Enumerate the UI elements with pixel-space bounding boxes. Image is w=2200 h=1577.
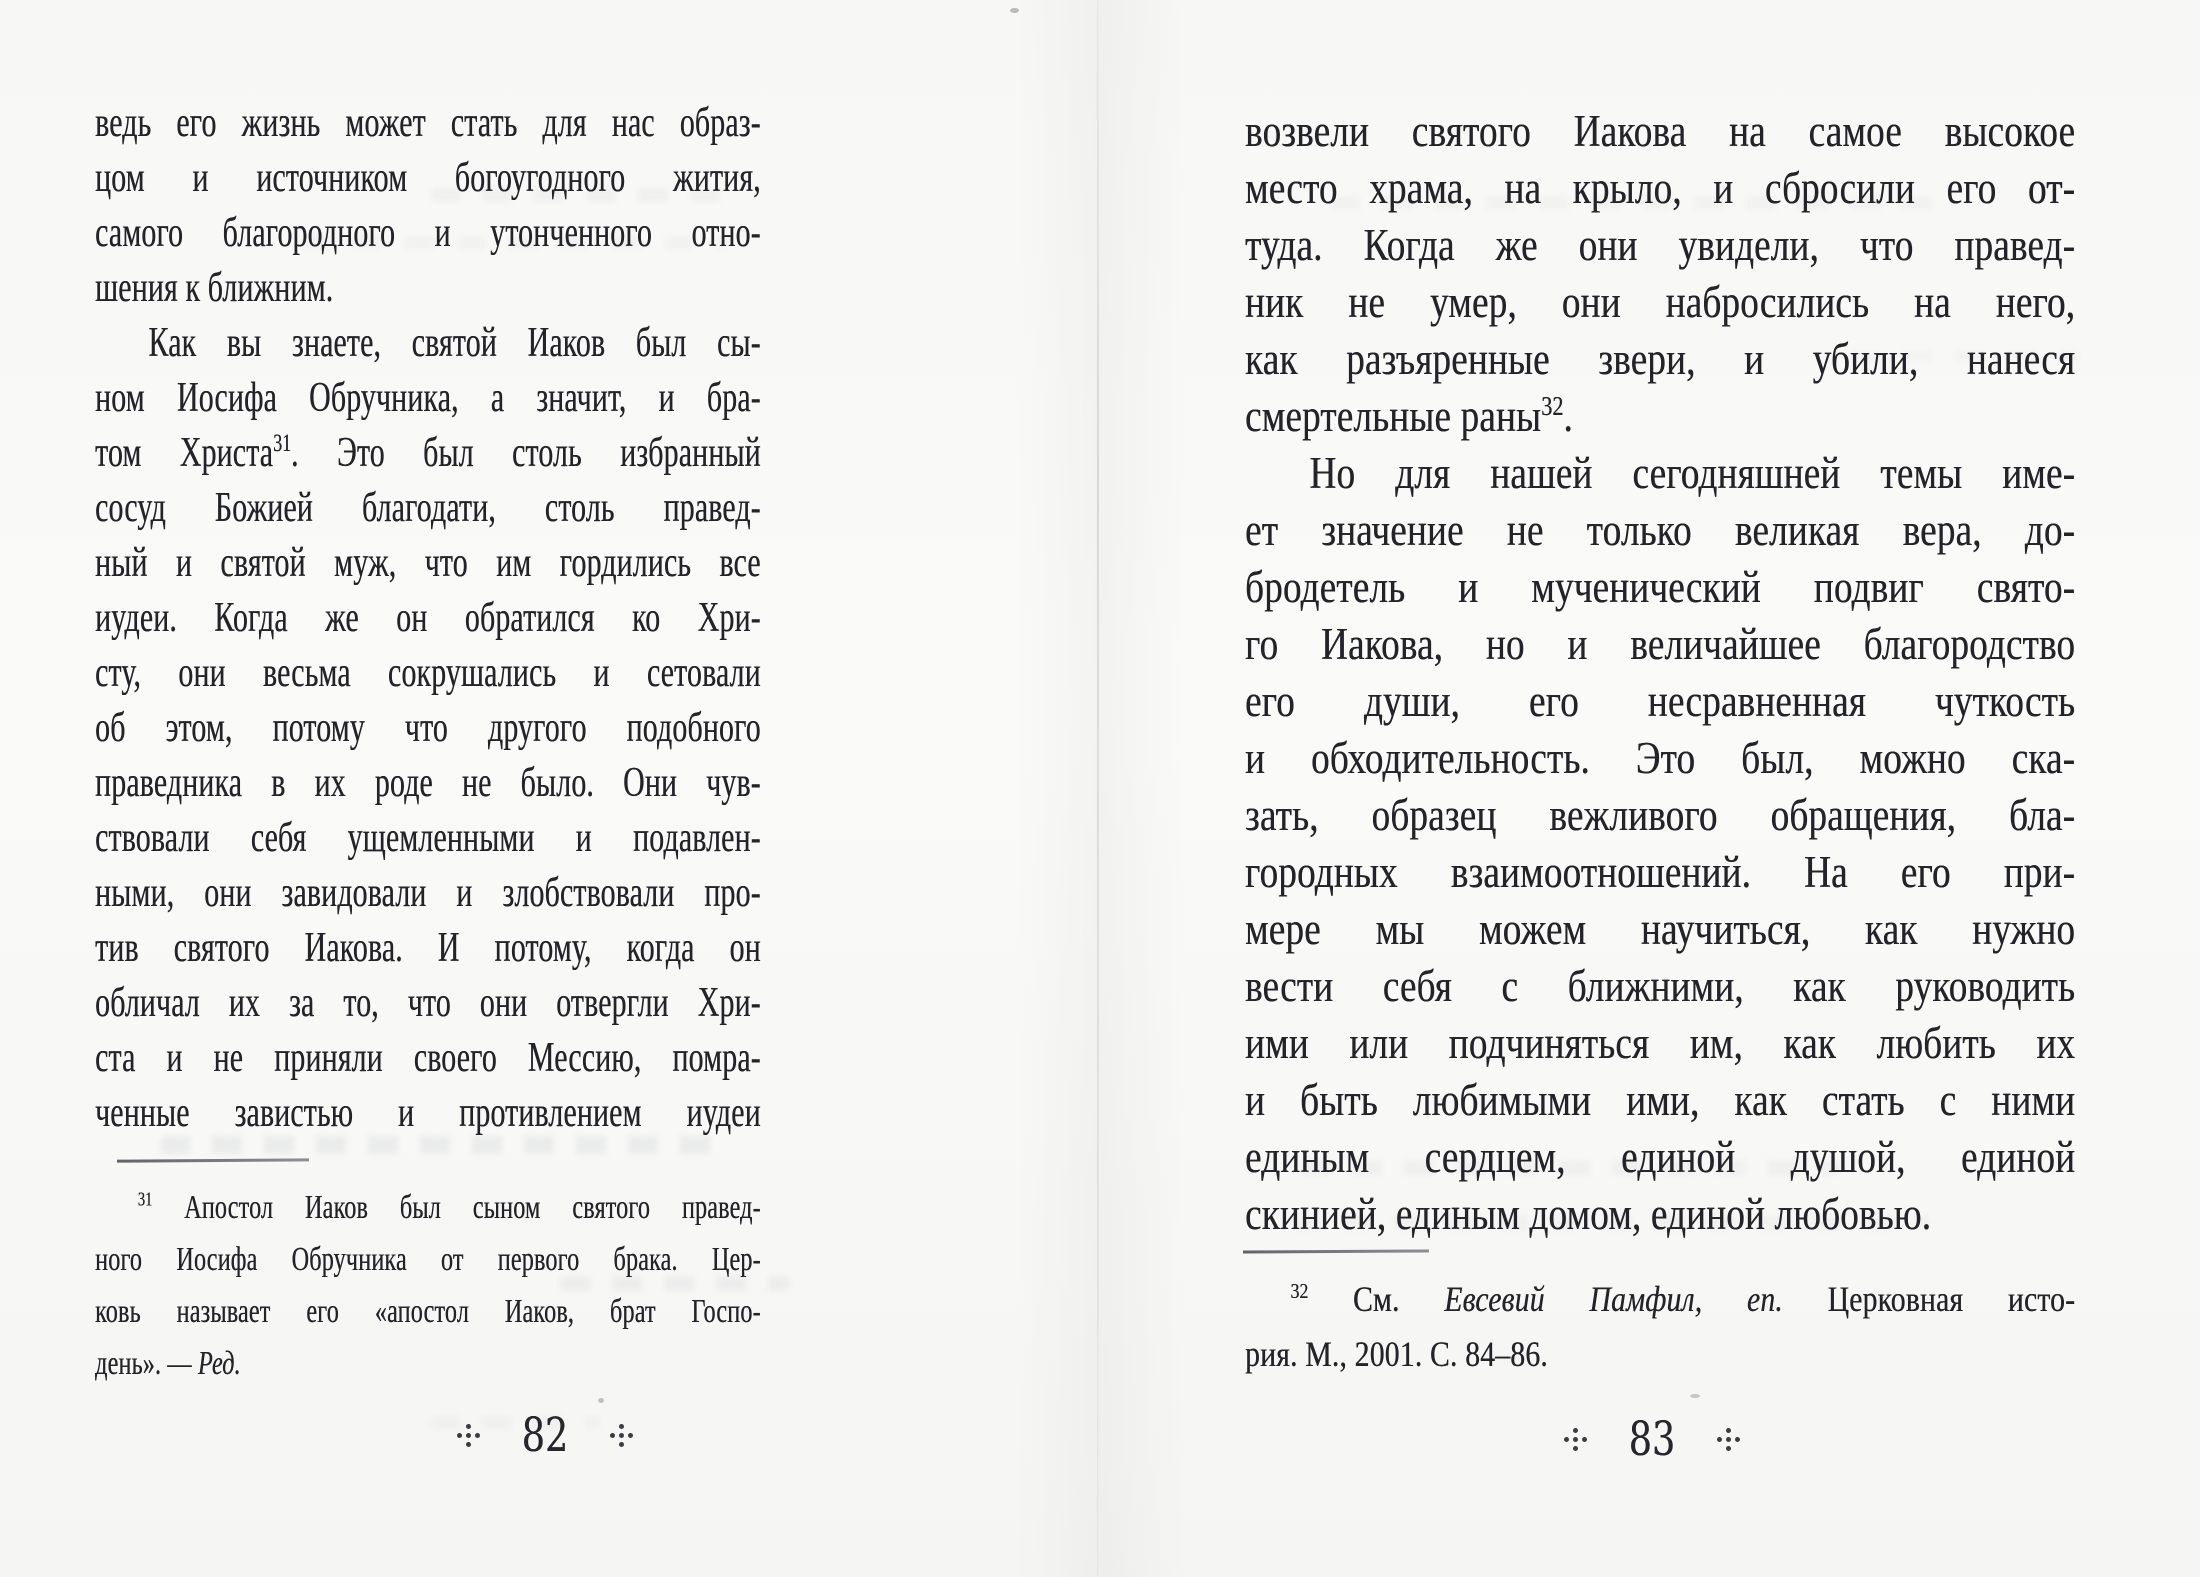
body-line: Как вы знаете, святой Иаков был сы- <box>148 320 761 366</box>
body-line: ченные завистью и противлением иудеи <box>95 1090 761 1136</box>
body-line: вести себя с ближними, как руководить <box>1245 961 2076 1011</box>
body-line: зать, образец вежливого обращения, бла- <box>1245 790 2076 840</box>
body-line: ет значение не только великая вера, до- <box>1245 505 2076 555</box>
footnote-line: ковь называет его «апостол Иаков, брат Госпо- <box>95 1293 761 1330</box>
body-text: . <box>1563 391 1573 441</box>
left-page-folio <box>450 1408 640 1463</box>
body-line: мере мы можем научиться, как нужно <box>1245 904 2076 954</box>
footnote-text: Церковная исто- <box>1782 1279 2076 1319</box>
body-line: праведника в их роде не было. Они чув- <box>95 760 761 806</box>
body-line: ствовали себя ущемленными и подавлен- <box>95 815 761 861</box>
body-line: место храма, на крыло, и сбросили его от- <box>1245 163 2076 213</box>
dotted-cross-icon <box>619 1433 624 1438</box>
body-line: Но для нашей сегодняшней темы име- <box>1309 448 2076 498</box>
body-line: его души, его несравненная чуткость <box>1245 676 2076 726</box>
body-line: туда. Когда же они увидели, что правед- <box>1245 220 2076 270</box>
body-line: возвели святого Иакова на самое высокое <box>1245 106 2076 156</box>
body-line: ста и не приняли своего Мессию, помра- <box>95 1035 761 1081</box>
gutter-shadow-right <box>1099 0 1189 1577</box>
body-line: ном Иосифа Обручника, а значит, и бра- <box>95 375 761 421</box>
footnote-line <box>95 1182 761 1234</box>
body-line: иудеи. Когда же он обратился ко Хри- <box>95 595 761 641</box>
footnote-line <box>1245 1272 2075 1327</box>
footnote-marker-32: 32 <box>1290 1279 1309 1303</box>
body-line: как разъяренные звери, и убили, нанеся <box>1245 334 2076 384</box>
body-line: сосуд Божией благодати, столь правед- <box>95 485 761 531</box>
gutter-fold-line <box>1097 0 1099 1577</box>
body-text: . Это был столь избранный <box>291 430 761 476</box>
body-line: единым сердцем, единой душой, единой <box>1245 1132 2076 1182</box>
footnote-line: ного Иосифа Обручника от первого брака. Цер- <box>95 1241 761 1278</box>
body-text: том Христа <box>95 430 274 476</box>
footnote-text: Апостол Иаков был сыном святого правед- <box>152 1189 761 1226</box>
body-line: сту, они весьма сокрушались и сетовали <box>95 650 761 696</box>
footnote-line: рия. М., 2001. С. 84–86. <box>1245 1334 1548 1374</box>
footnote-author: Евсевий Памфил, еп. <box>1444 1279 1783 1319</box>
right-page-body <box>1245 103 2075 1243</box>
footnote-line <box>95 1338 761 1390</box>
dotted-cross-icon <box>1726 1437 1731 1442</box>
body-line: го Иакова, но и величайшее благородство <box>1245 619 2076 669</box>
body-line: обличал их за то, что они отвергли Хри- <box>95 980 761 1026</box>
body-line: цом и источником богоугодного жития, <box>95 155 761 201</box>
body-line: бродетель и мученический подвиг свято- <box>1245 562 2076 612</box>
scan-speck <box>598 1398 604 1403</box>
body-line: городных взаимоотношений. На его при- <box>1245 847 2076 897</box>
page-number: 83 <box>1628 1412 1676 1467</box>
dotted-cross-icon <box>1573 1437 1578 1442</box>
footnote-text: день». — <box>95 1345 198 1382</box>
left-page-body <box>95 96 761 1141</box>
left-page-footnote <box>95 1182 761 1390</box>
page-number: 82 <box>521 1408 569 1463</box>
body-line: ник не умер, они набросились на него, <box>1245 277 2076 327</box>
gutter-shadow-left <box>1012 0 1098 1577</box>
footnote-marker-31: 31 <box>137 1188 153 1211</box>
body-line: самого благородного и утонченного отно- <box>95 210 761 256</box>
body-line: шения к ближним. <box>95 265 334 311</box>
dotted-cross-icon <box>466 1433 471 1438</box>
footnote-divider <box>1243 1250 1429 1254</box>
body-line: ими или подчиняться им, как любить их <box>1245 1018 2076 1068</box>
body-line: тив святого Иакова. И потому, когда он <box>95 925 761 971</box>
footnote-divider <box>117 1158 309 1162</box>
scan-speck <box>1690 1394 1700 1398</box>
right-page-footnote <box>1245 1272 2075 1382</box>
right-page-folio <box>1557 1412 1747 1467</box>
footnote-editor-label: Ред. <box>197 1345 241 1382</box>
footnote-ref-31: 31 <box>273 430 292 457</box>
body-line: и обходительность. Это был, можно ска- <box>1245 733 2076 783</box>
body-line: об этом, потому что другого подобного <box>95 705 761 751</box>
body-line <box>95 426 761 481</box>
body-line: и быть любимыми ими, как стать с ними <box>1245 1075 2076 1125</box>
body-text: смертельные раны <box>1245 391 1542 441</box>
footnote-ref-32: 32 <box>1541 391 1564 421</box>
body-line: скинией, единым домом, единой любовью. <box>1245 1189 1932 1239</box>
body-line: ведь его жизнь может стать для нас образ- <box>95 100 761 146</box>
footnote-text: См. <box>1308 1279 1445 1319</box>
body-line: ный и святой муж, что им гордились все <box>95 540 761 586</box>
body-line: ными, они завидовали и злобствовали про- <box>95 870 761 916</box>
scan-speck <box>1010 8 1019 13</box>
body-line <box>1245 388 2075 445</box>
